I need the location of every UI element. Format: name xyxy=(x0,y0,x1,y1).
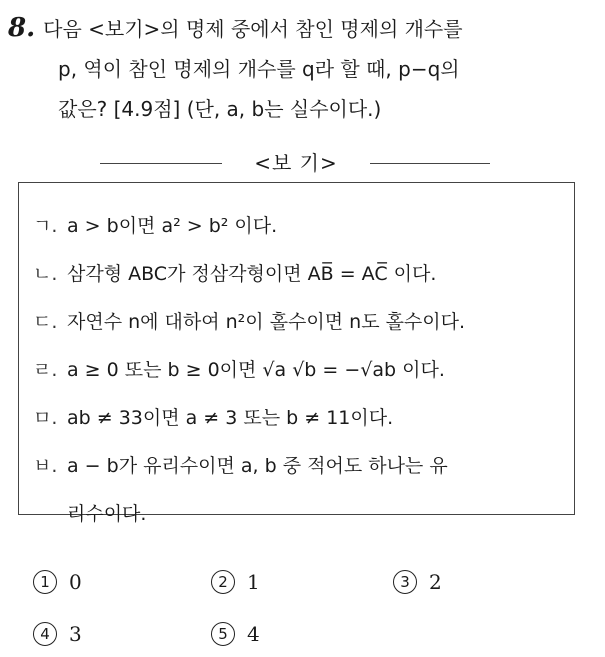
item-text: 삼각형 ABC가 정삼각형이면 AB̅ = AC̅ 이다. xyxy=(67,263,437,285)
question-line-3: 값은? [4.9점] (단, a, b는 실수이다.) xyxy=(58,97,382,121)
question-number: 8. xyxy=(8,13,36,43)
bogi-item-2 xyxy=(33,250,578,298)
choice-number-circle: 4 xyxy=(33,622,57,646)
question-text-1: 다음 <보기>의 명제 중에서 참인 명제의 개수를 xyxy=(43,17,463,41)
choice-2[interactable] xyxy=(211,570,260,594)
choice-1[interactable] xyxy=(33,570,82,594)
item-mark: ㄹ. xyxy=(33,359,58,381)
choice-value: 3 xyxy=(69,622,82,646)
item-mark: ㄷ. xyxy=(33,311,58,333)
item-mark: ㅂ. xyxy=(33,455,58,477)
item-mark: ㄱ. xyxy=(33,215,58,237)
choice-number-circle: 5 xyxy=(211,622,235,646)
bogi-item-4 xyxy=(33,346,578,394)
item-mark: ㅁ. xyxy=(33,407,58,429)
question-stem xyxy=(8,8,598,129)
bogi-item-1 xyxy=(33,202,578,250)
choice-number-circle: 3 xyxy=(393,570,417,594)
item-text: a ≥ 0 또는 b ≥ 0이면 √a √b = −√ab 이다. xyxy=(67,359,445,381)
question-line-2: p, 역이 참인 명제의 개수를 q라 할 때, p−q의 xyxy=(58,57,460,81)
bogi-item-3 xyxy=(33,298,578,346)
choice-3[interactable] xyxy=(393,570,442,594)
item-text: ab ≠ 33이면 a ≠ 3 또는 b ≠ 11이다. xyxy=(67,407,394,429)
choice-number-circle: 1 xyxy=(33,570,57,594)
title-rule-right xyxy=(370,163,490,164)
choice-4[interactable] xyxy=(33,622,82,646)
item-text: 자연수 n에 대하여 n²이 홀수이면 n도 홀수이다. xyxy=(67,311,466,333)
choice-number-circle: 2 xyxy=(211,570,235,594)
item-text: a − b가 유리수이면 a, b 중 적어도 하나는 유 xyxy=(67,455,448,477)
bogi-item-6 xyxy=(33,442,578,490)
choice-5[interactable] xyxy=(211,622,260,646)
bogi-items xyxy=(33,202,578,538)
item-mark: ㄴ. xyxy=(33,263,58,285)
bogi-item-6-continuation: 리수이다. xyxy=(67,503,147,525)
title-rule-left xyxy=(100,163,222,164)
bogi-title: <보 기> xyxy=(222,148,370,178)
choice-value: 1 xyxy=(247,570,260,594)
choice-value: 4 xyxy=(247,622,260,646)
question-line-1 xyxy=(8,8,598,49)
choice-value: 0 xyxy=(69,570,82,594)
bogi-item-5 xyxy=(33,394,578,442)
item-text: a > b이면 a² > b² 이다. xyxy=(67,215,278,237)
choice-value: 2 xyxy=(429,570,442,594)
